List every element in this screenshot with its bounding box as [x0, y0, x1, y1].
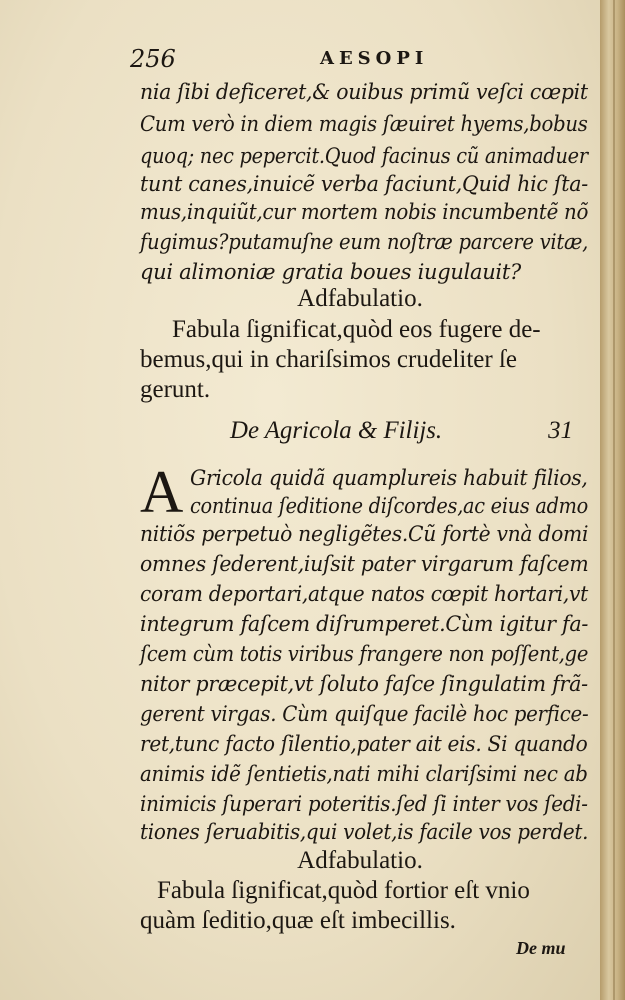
moral-line: Fabula ſignificat,quòd eos fugere de- [172, 316, 541, 343]
text-line: mus,inquiũt,cur mortem nobis incumbentẽ nõ [140, 200, 589, 224]
moral-line: quàm ſeditio,quæ eſt imbecillis. [140, 907, 456, 934]
moral-line: bemus,qui in chariſsimos crudeliter ſe [140, 346, 517, 373]
text-line: continua ſeditione diſcordes,ac eius admo [190, 494, 589, 518]
fable-number: 31 [548, 417, 573, 444]
text-line: qui alimoniæ gratia boues iugulauit? [140, 260, 521, 284]
text-line: fugimus?putamuſne eum noſtræ parcere vitæ, [140, 230, 589, 254]
text-line: inimicis ſuperari poteritis.ſed ſi inter vos ſedi- [140, 792, 588, 816]
drop-cap-initial: A [140, 459, 184, 525]
text-line: Cum verò in diem magis ſæuiret hyems,bobus [140, 112, 588, 136]
page-number: 256 [130, 45, 176, 73]
fable-heading [230, 417, 588, 453]
text-line: nia ſibi deficeret,& ouibus primũ veſci cœpit [140, 80, 588, 104]
moral-line: Fabula ſignificat,quòd fortior eſt vnio [157, 877, 530, 904]
text-line: nitiõs perpetuò negligẽtes.Cũ fortè vnà domi [140, 522, 589, 546]
text-line: tunt canes,inuicẽ verba faciunt,Quid hic ſta- [140, 172, 588, 196]
running-head [130, 45, 570, 73]
moral-heading: Adfabulatio. [297, 285, 423, 312]
text-line: omnes ſederent,iuſsit pater virgarum faſcem [140, 552, 589, 576]
text-line: coram deportari,atque natos cœpit hortari,vt [140, 582, 588, 606]
fable-title: De Agricola & Filijs. [230, 417, 443, 444]
text-line: animis idẽ ſentietis,nati mihi clariſsimi nec ab [140, 762, 588, 786]
text-line: quoq; nec pepercit.Quod facinus cũ animaduer [140, 144, 588, 168]
catchword: De mu [516, 938, 566, 958]
page-edge [600, 0, 625, 1000]
text-line: nitor præcepit,vt ſoluto faſce ſingulatim frã- [140, 672, 588, 696]
moral-line: gerunt. [140, 376, 211, 403]
text-line: ſcem cùm totis viribus frangere non poſſent,ge [140, 642, 589, 666]
text-line: ret,tunc facto ſilentio,pater ait eis. Si quando [140, 732, 588, 756]
text-line: Gricola quidã quamplureis habuit filios, [190, 466, 588, 490]
moral-heading: Adfabulatio. [297, 847, 423, 874]
running-title: AESOPI [320, 48, 429, 69]
text-line: integrum faſcem diſrumperet.Cùm igitur fa- [140, 612, 589, 636]
text-line: tiones ſeruabitis,qui volet,is facile vos perdet. [140, 820, 589, 844]
text-line: gerent virgas. Cùm quiſque facilè hoc perfice- [140, 702, 589, 726]
